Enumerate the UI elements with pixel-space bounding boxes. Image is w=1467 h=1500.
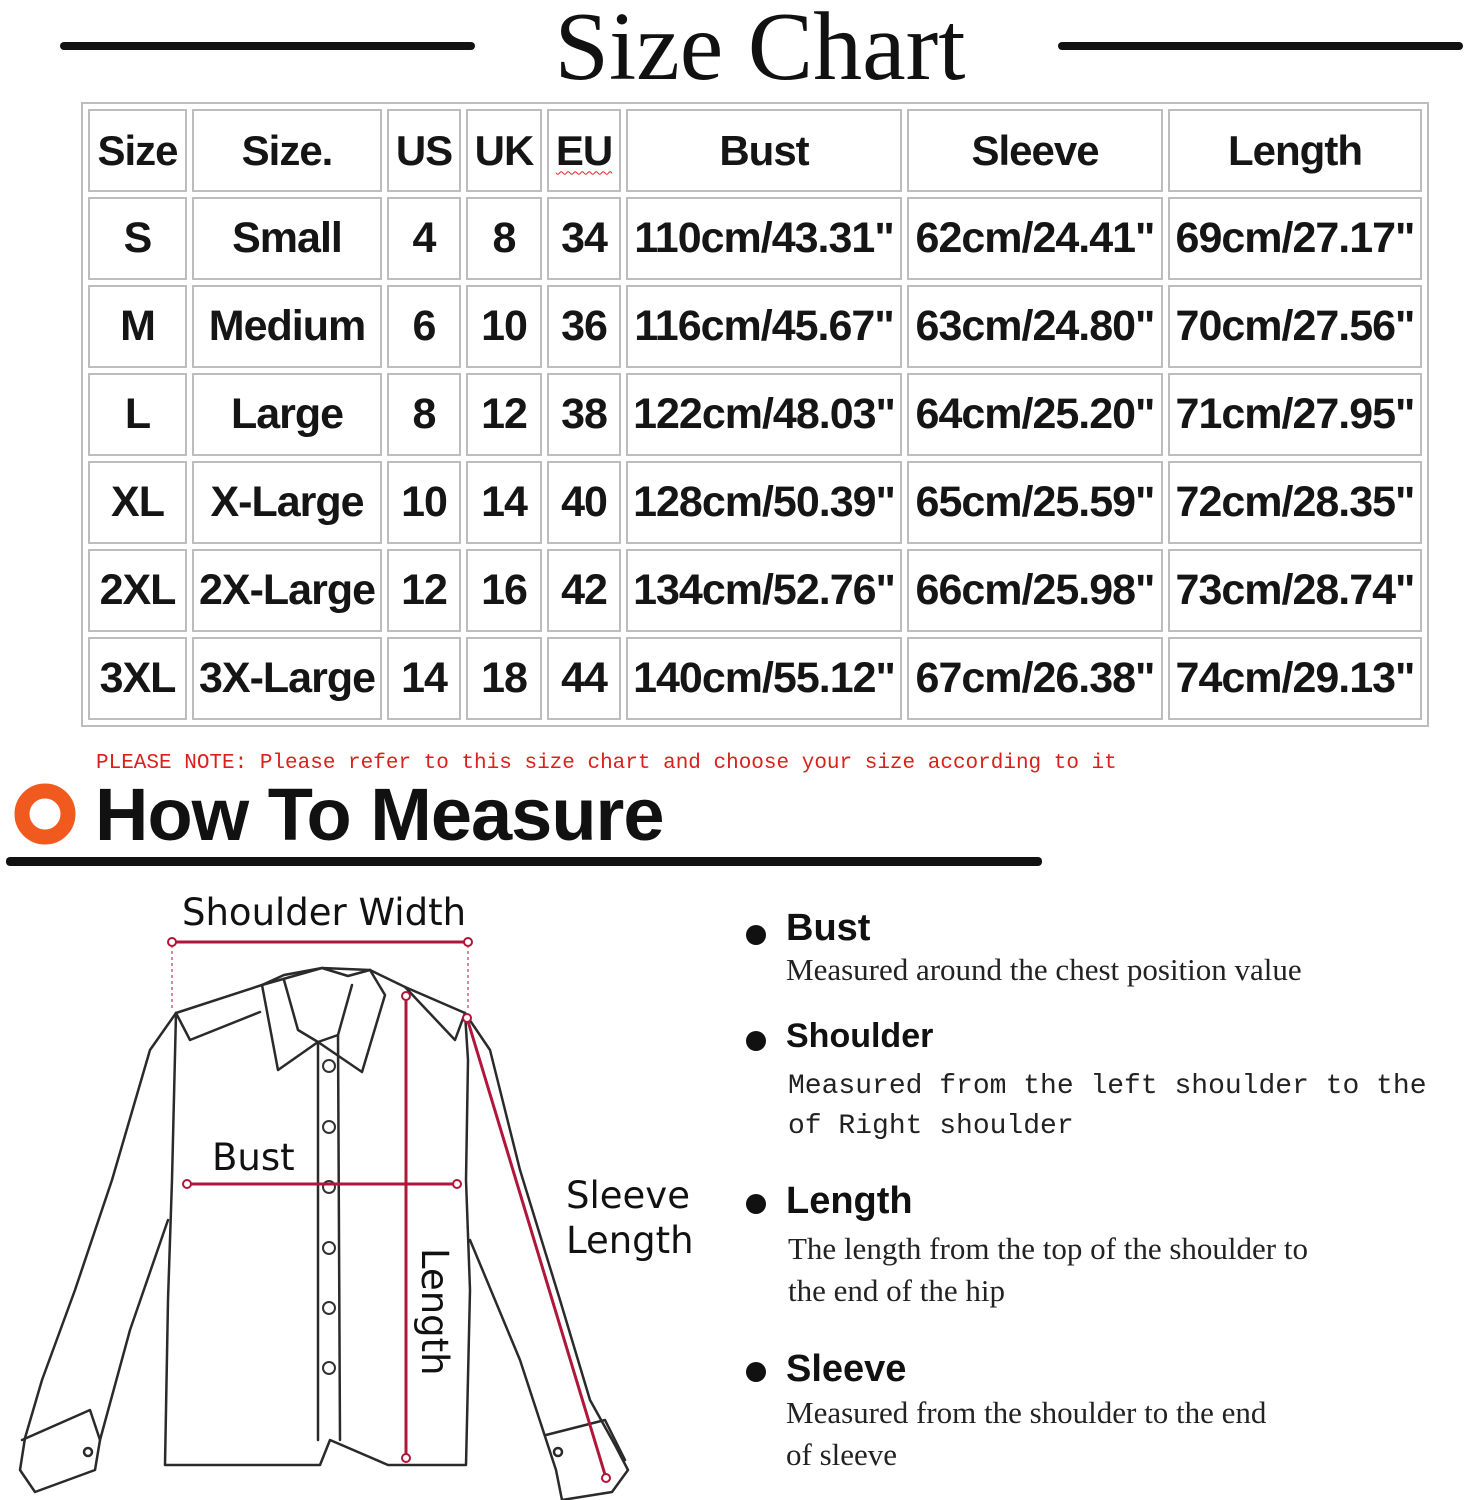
cell-sleeve: 62cm/24.41" [907,197,1163,280]
cell-length: 74cm/29.13" [1168,637,1422,720]
cell-eu: 42 [547,549,621,632]
table-row [88,197,1422,280]
cell-size-name: Large [192,373,382,456]
cell-length: 71cm/27.95" [1168,373,1422,456]
title-rule-right [1058,42,1463,50]
header-size: Size [88,109,187,192]
header-us: US [387,109,461,192]
cell-sleeve: 65cm/25.59" [907,461,1163,544]
cell-uk: 18 [466,637,542,720]
header-uk: UK [466,109,542,192]
cell-length: 69cm/27.17" [1168,197,1422,280]
cell-size: XL [88,461,187,544]
table-row [88,549,1422,632]
measurement-endpoints [168,938,610,1482]
header-length: Length [1168,109,1422,192]
definition-title: Sleeve [786,1348,907,1390]
bullet [746,1362,766,1382]
table-row [88,637,1422,720]
cell-uk: 16 [466,549,542,632]
cell-bust: 122cm/48.03" [626,373,902,456]
definition-title: Shoulder [786,1017,934,1055]
cell-bust: 128cm/50.39" [626,461,902,544]
bullet [746,1194,766,1214]
shoulder-width-label: Shoulder Width [182,891,467,934]
definition-text: Measured from the left shoulder to the [788,1071,1427,1102]
cell-bust: 140cm/55.12" [626,637,902,720]
table-row [88,373,1422,456]
definition-text: Measured from the shoulder to the end [786,1395,1267,1430]
title-rule-left [60,42,475,50]
sleeve-label-line1: Sleeve [566,1174,690,1217]
definition-text: the end of the hip [788,1273,1005,1308]
definition-text: of Right shoulder [788,1111,1074,1142]
table-row [88,285,1422,368]
definition-text: The length from the top of the shoulder to [788,1231,1308,1266]
cell-size-name: 2X-Large [192,549,382,632]
length-label: Length [413,1248,456,1376]
cell-eu: 44 [547,637,621,720]
size-note: PLEASE NOTE: Please refer to this size chart and choose your size according to it [96,752,1117,775]
sleeve-label-line2: Length [566,1219,694,1262]
cell-size-name: X-Large [192,461,382,544]
bullet [746,1031,766,1051]
cell-sleeve: 63cm/24.80" [907,285,1163,368]
cell-size: 3XL [88,637,187,720]
how-to-measure-title: How To Measure [95,773,664,856]
cell-us: 6 [387,285,461,368]
cell-length: 70cm/27.56" [1168,285,1422,368]
cell-eu: 40 [547,461,621,544]
size-table [81,102,1429,727]
cell-size-name: 3X-Large [192,637,382,720]
table-header-row [88,109,1422,192]
table-row [88,461,1422,544]
cell-size: M [88,285,187,368]
cell-sleeve: 64cm/25.20" [907,373,1163,456]
cell-uk: 10 [466,285,542,368]
cell-uk: 12 [466,373,542,456]
cell-us: 4 [387,197,461,280]
cell-bust: 116cm/45.67" [626,285,902,368]
header-sleeve: Sleeve [907,109,1163,192]
cell-us: 14 [387,637,461,720]
cell-length: 73cm/28.74" [1168,549,1422,632]
cell-sleeve: 66cm/25.98" [907,549,1163,632]
cell-uk: 14 [466,461,542,544]
cell-size: L [88,373,187,456]
header-bust: Bust [626,109,902,192]
page-title: Size Chart [554,0,966,101]
cell-us: 10 [387,461,461,544]
cell-sleeve: 67cm/26.38" [907,637,1163,720]
header-eu-label: EU [555,126,613,174]
section-rule [6,857,1042,866]
shirt-diagram [0,880,720,1500]
definition-title: Length [786,1180,913,1222]
size-chart-header [0,0,1467,100]
cell-uk: 8 [466,197,542,280]
cell-size-name: Small [192,197,382,280]
cell-eu: 36 [547,285,621,368]
cell-size: 2XL [88,549,187,632]
bust-label: Bust [212,1136,295,1179]
cell-length: 72cm/28.35" [1168,461,1422,544]
cell-us: 8 [387,373,461,456]
definition-text: Measured around the chest position value [786,952,1302,987]
cell-size-name: Medium [192,285,382,368]
cell-us: 12 [387,549,461,632]
shirt-outline [20,968,628,1500]
header-size-name: Size. [192,109,382,192]
cell-size: S [88,197,187,280]
definition-text: of sleeve [786,1437,898,1472]
cell-eu: 38 [547,373,621,456]
ring-icon [13,782,77,846]
cell-bust: 110cm/43.31" [626,197,902,280]
definition-title: Bust [786,907,871,949]
header-eu [547,109,621,192]
cell-bust: 134cm/52.76" [626,549,902,632]
cell-eu: 34 [547,197,621,280]
shirt-buttons [323,1060,335,1374]
bullet [746,925,766,945]
